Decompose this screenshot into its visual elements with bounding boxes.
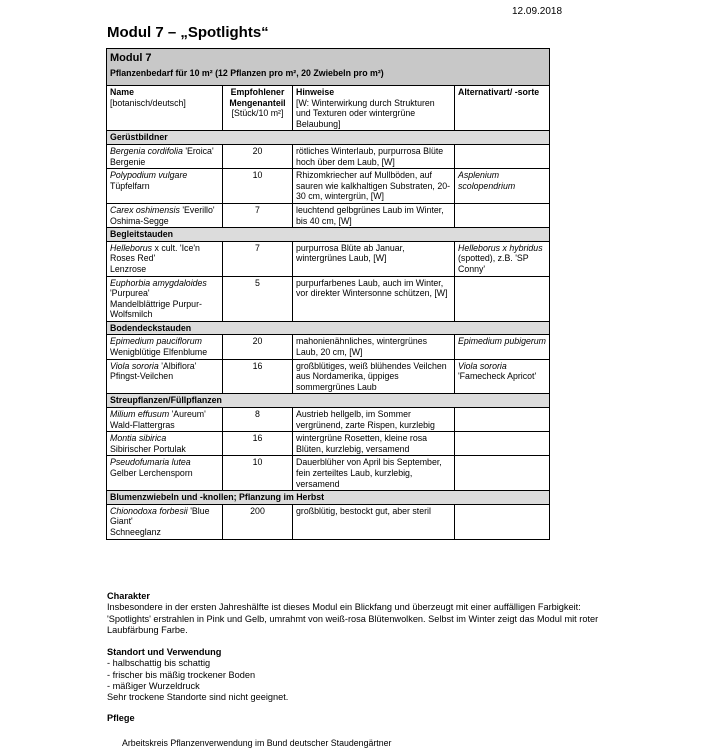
notes-cell: großblütiges, weiß blühendes Veilchen aus Nordamerika, üppiges sommergrünes Laub xyxy=(293,359,455,394)
alternative-cell xyxy=(455,335,550,359)
german-name: Schneeglanz xyxy=(110,526,161,537)
column-header-alternative xyxy=(455,86,550,131)
standort-line: - mäßiger Wurzeldruck xyxy=(107,680,200,691)
document-date: 12.09.2018 xyxy=(512,6,563,17)
german-name: Oshima-Segge xyxy=(110,215,169,226)
notes-cell: purpurfarbenes Laub, auch im Winter, vor direkter Wintersonne schützen, [W] xyxy=(293,276,455,321)
table-subtitle: Pflanzenbedarf für 10 m² (12 Pflanzen pro m², 20 Zwiebeln pro m²) xyxy=(110,68,384,78)
section-row xyxy=(107,228,550,242)
table-row xyxy=(107,169,550,204)
column-header-name-sub: [botanisch/deutsch] xyxy=(110,97,186,108)
botanical-name: Chionodoxa forbesii xyxy=(110,505,188,516)
quantity-cell: 16 xyxy=(223,359,293,394)
plant-name-cell xyxy=(107,169,223,204)
alternative-cell xyxy=(455,359,550,394)
german-name: Bergenie xyxy=(110,156,146,167)
german-name: Sibirischer Portulak xyxy=(110,443,186,454)
column-header-notes xyxy=(293,86,455,131)
german-name: Wenigblütige Elfenblume xyxy=(110,347,208,358)
alternative-cell xyxy=(455,241,550,276)
german-name: Wald-Flattergras xyxy=(110,419,175,430)
cultivar-name: x cult. 'Ice'n Roses Red' xyxy=(110,242,200,264)
section-heading: Bodendeckstauden xyxy=(107,321,550,335)
quantity-cell: 7 xyxy=(223,203,293,227)
column-header-alternative-title: Alternativart/ -sorte xyxy=(458,87,540,97)
column-header-name-title: Name xyxy=(110,87,134,97)
alternative-cultivar: 'Famecheck Apricot' xyxy=(458,371,537,382)
table-row xyxy=(107,203,550,227)
plant-name-cell xyxy=(107,276,223,321)
alternative-cultivar: (spotted), z.B. 'SP Conny' xyxy=(458,253,529,274)
plant-table-body xyxy=(107,49,550,540)
notes-cell: wintergrüne Rosetten, kleine rosa Blüten, kurzlebig, versamend xyxy=(293,432,455,456)
alternative-botanical: Epimedium pubigerum xyxy=(458,336,547,347)
table-row xyxy=(107,504,550,539)
plant-table xyxy=(106,48,550,540)
alternative-cell xyxy=(455,169,550,204)
section-row xyxy=(107,491,550,505)
cultivar-name: 'Albiflora' xyxy=(161,360,197,371)
section-row xyxy=(107,394,550,408)
standort-section xyxy=(107,647,617,703)
footer-text: Arbeitskreis Pflanzenverwendung im Bund deutscher Staudengärtner xyxy=(122,738,392,748)
section-heading: Gerüstbildner xyxy=(107,131,550,145)
botanical-name: Helleborus xyxy=(110,242,153,253)
quantity-cell: 200 xyxy=(223,504,293,539)
notes-cell: leuchtend gelbgrünes Laub im Winter, bis 40 cm, [W] xyxy=(293,203,455,227)
alternative-botanical: Helleborus x hybridus xyxy=(458,242,543,253)
botanical-name: Milium effusum xyxy=(110,409,170,420)
plant-name-cell xyxy=(107,335,223,359)
german-name: Lenzrose xyxy=(110,263,147,274)
botanical-name: Pseudofumaria lutea xyxy=(110,457,191,468)
pflege-heading: Pflege xyxy=(107,713,135,723)
page-title: Modul 7 – „Spotlights“ xyxy=(107,24,269,41)
alternative-cell xyxy=(455,203,550,227)
notes-cell: großblütig, bestockt gut, aber steril xyxy=(293,504,455,539)
quantity-cell: 20 xyxy=(223,144,293,168)
section-heading: Blumenzwiebeln und -knollen; Pflanzung im Herbst xyxy=(107,491,550,505)
german-name: Mandelblättrige Purpur-Wolfsmilch xyxy=(110,298,202,320)
section-heading: Begleitstauden xyxy=(107,228,550,242)
german-name: Pfingst-Veilchen xyxy=(110,371,174,382)
alternative-cell xyxy=(455,504,550,539)
botanical-name: Epimedium pauciflorum xyxy=(110,336,202,347)
botanical-name: Bergenia cordifolia xyxy=(110,145,183,156)
quantity-cell: 10 xyxy=(223,169,293,204)
quantity-cell: 16 xyxy=(223,432,293,456)
column-header-name xyxy=(107,86,223,131)
standort-line: - frischer bis mäßig trockener Boden xyxy=(107,669,256,680)
table-title: Modul 7 xyxy=(110,52,152,64)
notes-cell: Rhizomkriecher auf Mullböden, auf sauren wie kalkhaltigen Substraten, 20-30 cm, wintergrün, [W] xyxy=(293,169,455,204)
alternative-cell xyxy=(455,276,550,321)
section-heading: Streupflanzen/Füllpflanzen xyxy=(107,394,550,408)
column-header-quantity-sub: [Stück/10 m²] xyxy=(231,108,284,119)
standort-heading: Standort und Verwendung xyxy=(107,647,222,657)
table-row xyxy=(107,432,550,456)
table-row xyxy=(107,276,550,321)
alternative-cell xyxy=(455,144,550,168)
charakter-section xyxy=(107,591,617,636)
plant-name-cell xyxy=(107,456,223,491)
plant-name-cell xyxy=(107,504,223,539)
plant-name-cell xyxy=(107,203,223,227)
alternative-botanical: Viola sororia xyxy=(458,360,507,371)
table-row xyxy=(107,456,550,491)
botanical-name: Viola sororia xyxy=(110,360,159,371)
botanical-name: Montia sibirica xyxy=(110,433,167,444)
quantity-cell: 5 xyxy=(223,276,293,321)
german-name: Tüpfelfarn xyxy=(110,180,150,191)
table-row xyxy=(107,408,550,432)
quantity-cell: 10 xyxy=(223,456,293,491)
cultivar-name: 'Aureum' xyxy=(171,409,206,420)
plant-name-cell xyxy=(107,144,223,168)
column-header-notes-sub: [W: Winterwirkung durch Strukturen und Texturen oder wintergrüne Belaubung] xyxy=(296,97,435,129)
table-title-cell xyxy=(107,49,550,86)
table-row xyxy=(107,359,550,394)
standort-line: - halbschattig bis schattig xyxy=(107,658,211,669)
botanical-name: Polypodium vulgare xyxy=(110,170,188,181)
botanical-name: Euphorbia amygdaloides xyxy=(110,277,207,288)
notes-cell: rötliches Winterlaub, purpurrosa Blüte hoch über dem Laub, [W] xyxy=(293,144,455,168)
quantity-cell: 8 xyxy=(223,408,293,432)
german-name: Gelber Lerchensporn xyxy=(110,468,193,478)
quantity-cell: 7 xyxy=(223,241,293,276)
section-row xyxy=(107,131,550,145)
table-row xyxy=(107,241,550,276)
botanical-name: Carex oshimensis xyxy=(110,204,180,215)
cultivar-name: 'Eroica' xyxy=(185,145,214,156)
cultivar-name: 'Blue Giant' xyxy=(110,505,210,527)
plant-name-cell xyxy=(107,241,223,276)
pflege-section xyxy=(107,713,617,724)
table-title-row xyxy=(107,49,550,86)
charakter-heading: Charakter xyxy=(107,591,150,601)
notes-cell: mahonienähnliches, wintergrünes Laub, 20 cm, [W] xyxy=(293,335,455,359)
column-header-quantity-title: Empfohlener Mengenanteil xyxy=(229,87,286,108)
alternative-cell xyxy=(455,432,550,456)
plant-name-cell xyxy=(107,432,223,456)
standort-line: Sehr trockene Standorte sind nicht geeignet. xyxy=(107,692,289,703)
alternative-botanical: Asplenium scolopendrium xyxy=(458,170,516,191)
charakter-text: Insbesondere in der ersten Jahreshälfte ist dieses Modul ein Blickfang und überzeugt mit einer auffälligen Farbigkeit: 'Spotlights' erstrahlen in Pink und Gelb, umrahmt von weiß-rosa Blütenwolken. Selbst im Winter zeigt das Modul mit roter Laubfärbung Farbe. xyxy=(107,602,599,635)
plant-name-cell xyxy=(107,408,223,432)
alternative-cell xyxy=(455,456,550,491)
quantity-cell: 20 xyxy=(223,335,293,359)
cultivar-name: 'Purpurea' xyxy=(110,288,150,299)
column-header-row xyxy=(107,86,550,131)
notes-cell: Austrieb hellgelb, im Sommer vergrünend, zarte Rispen, kurzlebig xyxy=(293,408,455,432)
plant-name-cell xyxy=(107,359,223,394)
alternative-cell xyxy=(455,408,550,432)
table-row xyxy=(107,335,550,359)
table-row xyxy=(107,144,550,168)
notes-cell: Dauerblüher von April bis September, fein zerteiltes Laub, kurzlebig, versamend xyxy=(293,456,455,491)
notes-cell: purpurrosa Blüte ab Januar, wintergrünes Laub, [W] xyxy=(293,241,455,276)
column-header-quantity xyxy=(223,86,293,131)
section-row xyxy=(107,321,550,335)
cultivar-name: 'Everillo' xyxy=(182,204,215,215)
column-header-notes-title: Hinweise xyxy=(296,87,335,97)
